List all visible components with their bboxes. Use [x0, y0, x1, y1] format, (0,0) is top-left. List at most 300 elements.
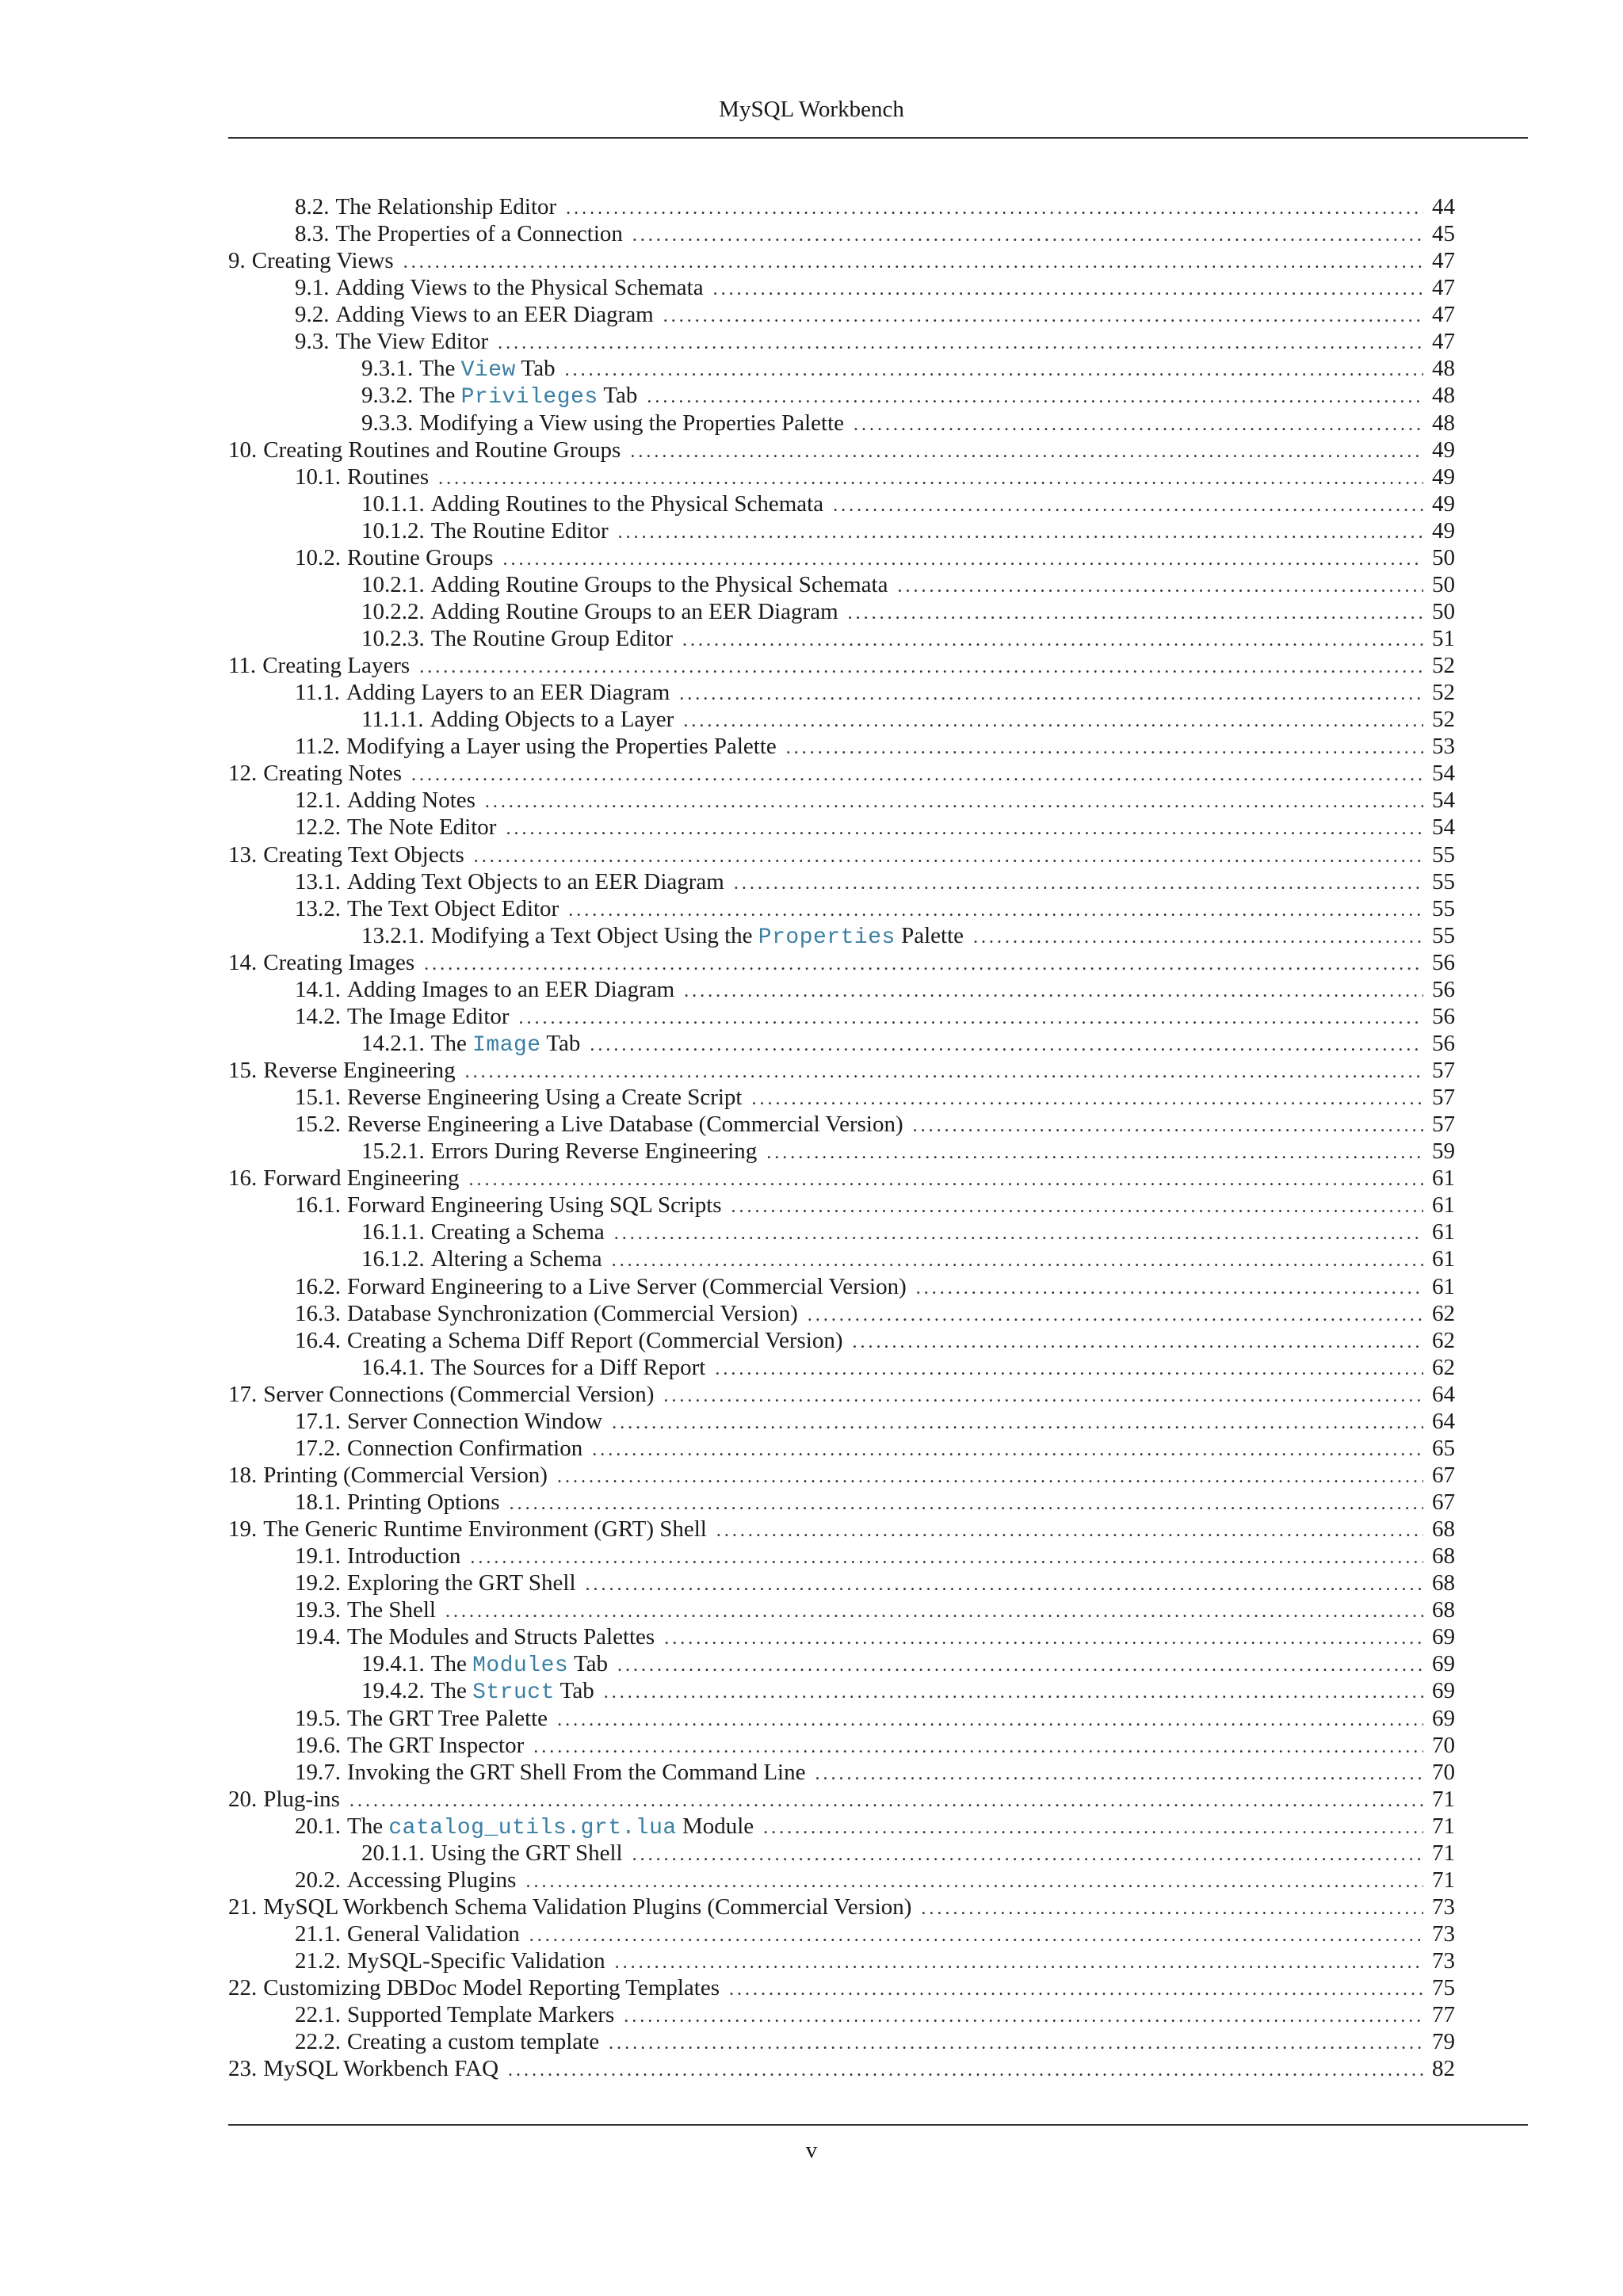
toc-entry[interactable]: [228, 571, 1455, 598]
section-title-text: Creating Views: [251, 248, 394, 274]
toc-entry[interactable]: [228, 355, 1455, 382]
toc-entry-label: [295, 2028, 599, 2055]
section-number: 8.2.: [295, 194, 330, 219]
toc-page-number: 68: [1432, 1597, 1455, 1623]
toc-entry-label: [228, 247, 394, 274]
toc-entry[interactable]: [228, 949, 1455, 976]
toc-entry[interactable]: [228, 1003, 1455, 1030]
toc-entry[interactable]: [228, 1408, 1455, 1435]
section-title-text: MySQL Workbench Schema Validation Plugins (Commercial Version): [263, 1894, 912, 1920]
dot-leader: [815, 1760, 1424, 1787]
table-of-contents: [228, 193, 1455, 2082]
section-number: 9.1.: [295, 275, 330, 301]
toc-page-number: 50: [1432, 544, 1455, 570]
toc-entry-label: [228, 1894, 911, 1920]
section-number: 19.: [228, 1516, 258, 1543]
toc-page-number: 62: [1432, 1300, 1455, 1326]
section-title-text: The Text Object Editor: [347, 895, 559, 921]
toc-entry[interactable]: [228, 544, 1455, 571]
toc-entry[interactable]: [228, 301, 1455, 328]
footer-rule: [228, 2124, 1528, 2126]
toc-entry[interactable]: [228, 382, 1455, 409]
toc-page-number: 55: [1432, 895, 1455, 921]
section-title-text: Forward Engineering Using SQL Scripts: [347, 1192, 722, 1219]
toc-entry[interactable]: [228, 1732, 1455, 1759]
toc-entry[interactable]: [228, 410, 1455, 437]
toc-entry[interactable]: [228, 652, 1455, 679]
section-number: 16.4.: [295, 1327, 341, 1353]
toc-entry[interactable]: [228, 1569, 1455, 1596]
section-title-text: Customizing DBDoc Model Reporting Templates: [263, 1975, 720, 2001]
toc-page-number: 49: [1432, 437, 1455, 463]
section-number: 16.4.1.: [361, 1354, 425, 1380]
toc-entry-label: [361, 355, 556, 384]
dot-leader: [508, 2057, 1423, 2084]
toc-entry-label: [295, 868, 724, 895]
toc-entry-label: [295, 1300, 798, 1327]
section-title-text: The Shell: [347, 1597, 436, 1623]
toc-page-number: 67: [1432, 1489, 1455, 1515]
dot-leader: [921, 1895, 1423, 1922]
toc-entry[interactable]: [228, 679, 1455, 706]
dot-leader: [734, 870, 1423, 897]
dot-leader: [590, 1032, 1423, 1058]
dot-leader: [557, 1463, 1423, 1490]
section-title-text: Routines: [347, 463, 430, 490]
toc-entry[interactable]: [228, 2028, 1455, 2055]
toc-page-number: 50: [1432, 571, 1455, 597]
section-number: 16.1.2.: [361, 1246, 425, 1272]
code-term: Properties: [758, 925, 896, 950]
dot-leader: [465, 1058, 1423, 1085]
section-title-text: Forward Engineering to a Live Server (Commercial Version): [347, 1273, 907, 1299]
section-number: 23.: [228, 2056, 258, 2082]
dot-leader: [663, 303, 1423, 330]
section-title-text: Using the GRT Shell: [430, 1840, 623, 1866]
dot-leader: [614, 1220, 1423, 1247]
section-title-text: Exploring the GRT Shell: [347, 1570, 576, 1596]
dot-leader: [615, 1949, 1423, 1976]
dot-leader: [766, 1139, 1423, 1166]
section-number: 16.: [228, 1165, 258, 1192]
toc-entry[interactable]: [228, 274, 1455, 301]
section-title-text: Introduction: [347, 1543, 461, 1569]
toc-entry[interactable]: [228, 1245, 1455, 1272]
section-number: 20.1.: [295, 1813, 341, 1839]
section-number: 11.: [228, 653, 257, 679]
section-title-text: MySQL-Specific Validation: [347, 1948, 605, 1974]
section-title-text: Modifying a Layer using the Properties Palette: [346, 734, 777, 760]
dot-leader: [663, 1383, 1423, 1409]
toc-page-number: 71: [1432, 1786, 1455, 1812]
toc-entry[interactable]: [228, 625, 1455, 652]
toc-entry[interactable]: [228, 193, 1455, 220]
section-number: 20.: [228, 1786, 258, 1812]
dot-leader: [612, 1409, 1423, 1436]
section-title-text: Adding Notes: [347, 788, 475, 814]
dot-leader: [498, 330, 1423, 357]
dot-leader: [729, 1976, 1423, 2003]
toc-page-number: 56: [1432, 1003, 1455, 1029]
toc-entry[interactable]: [228, 1111, 1455, 1138]
section-title-text: Invoking the GRT Shell From the Command Line: [347, 1759, 806, 1785]
toc-entry-label: [228, 949, 414, 976]
section-title-text: The: [419, 383, 461, 409]
toc-page-number: 61: [1432, 1165, 1455, 1192]
dot-leader: [566, 195, 1423, 222]
section-title-text: Tab: [554, 1678, 594, 1704]
toc-entry[interactable]: [228, 1516, 1455, 1543]
section-title-text: Adding Routines to the Physical Schemata: [430, 490, 824, 517]
dot-leader: [349, 1787, 1423, 1814]
dot-leader: [510, 1490, 1423, 1517]
toc-entry[interactable]: [228, 1623, 1455, 1650]
toc-entry[interactable]: [228, 247, 1455, 274]
toc-entry-label: [295, 1947, 605, 1974]
toc-entry-label: [295, 1192, 722, 1219]
section-title-text: Tab: [515, 356, 556, 382]
section-number: 14.1.: [295, 976, 341, 1002]
toc-page-number: 45: [1432, 221, 1455, 247]
dot-leader: [506, 815, 1423, 842]
section-title-text: Creating Images: [263, 949, 415, 975]
toc-entry[interactable]: [228, 1300, 1455, 1327]
section-number: 19.3.: [295, 1597, 341, 1623]
code-term: Image: [472, 1032, 541, 1058]
dot-leader: [786, 734, 1423, 761]
section-title-text: Adding Routine Groups to an EER Diagram: [430, 598, 838, 624]
dot-leader: [647, 383, 1423, 410]
section-number: 10.2.: [295, 544, 341, 570]
toc-entry[interactable]: [228, 922, 1455, 949]
section-title-text: Errors During Reverse Engineering: [430, 1138, 758, 1165]
toc-page-number: 48: [1432, 410, 1455, 436]
toc-entry[interactable]: [228, 220, 1455, 247]
dot-leader: [913, 1112, 1423, 1139]
toc-entry-label: [228, 1057, 456, 1084]
toc-entry[interactable]: [228, 1273, 1455, 1300]
toc-page-number: 73: [1432, 1948, 1455, 1974]
toc-entry[interactable]: [228, 895, 1455, 922]
section-title-text: Creating a Schema: [430, 1219, 605, 1245]
toc-entry-label: [361, 1219, 605, 1245]
toc-page-number: 62: [1432, 1327, 1455, 1353]
section-title-text: Database Synchronization (Commercial Version): [347, 1300, 798, 1326]
dot-leader: [897, 573, 1423, 600]
code-term: View: [460, 358, 516, 383]
toc-entry[interactable]: [228, 1947, 1455, 1974]
dot-leader: [424, 951, 1423, 978]
toc-entry-label: [295, 679, 670, 706]
toc-entry[interactable]: [228, 787, 1455, 814]
section-title-text: Palette: [895, 922, 964, 948]
section-title-text: Reverse Engineering Using a Create Script: [347, 1085, 743, 1111]
section-number: 10.1.1.: [361, 490, 425, 517]
toc-entry-label: [361, 1138, 757, 1165]
section-title-text: Creating Routines and Routine Groups: [263, 437, 621, 463]
section-title-text: Adding Routine Groups to the Physical Schemata: [430, 571, 888, 597]
toc-page-number: 67: [1432, 1462, 1455, 1488]
section-number: 15.2.1.: [361, 1138, 425, 1165]
dot-leader: [519, 1005, 1423, 1032]
toc-entry[interactable]: [228, 1596, 1455, 1623]
section-title-text: The Image Editor: [347, 1003, 510, 1029]
section-title-text: Adding Images to an EER Diagram: [347, 976, 675, 1002]
section-title-text: The Sources for a Diff Report: [430, 1354, 706, 1380]
toc-page-number: 70: [1432, 1759, 1455, 1785]
toc-entry[interactable]: [228, 733, 1455, 760]
section-number: 10.2.2.: [361, 598, 425, 624]
toc-page-number: 54: [1432, 788, 1455, 814]
section-title-text: MySQL Workbench FAQ: [263, 2056, 499, 2082]
section-title-text: The Properties of a Connection: [335, 221, 623, 247]
toc-page-number: 70: [1432, 1732, 1455, 1758]
toc-entry-label: [295, 220, 623, 247]
toc-entry[interactable]: [228, 598, 1455, 625]
toc-entry-label: [295, 1596, 436, 1623]
section-number: 17.2.: [295, 1435, 341, 1461]
toc-entry-label: [295, 976, 674, 1003]
section-title-text: The Routine Group Editor: [430, 626, 674, 651]
section-number: 11.1.: [295, 680, 340, 706]
section-number: 21.2.: [295, 1948, 341, 1974]
dot-leader: [502, 546, 1423, 573]
toc-entry[interactable]: [228, 706, 1455, 733]
toc-entry[interactable]: [228, 1920, 1455, 1947]
toc-page-number: 73: [1432, 1894, 1455, 1920]
dot-leader: [833, 492, 1423, 519]
toc-page-number: 55: [1432, 841, 1455, 868]
dot-leader: [916, 1275, 1423, 1302]
section-title-text: Adding Views to an EER Diagram: [335, 302, 654, 328]
toc-page-number: 68: [1432, 1543, 1455, 1569]
dot-leader: [632, 222, 1423, 249]
toc-entry-label: [295, 1273, 907, 1300]
toc-entry[interactable]: [228, 1840, 1455, 1867]
toc-entry-label: [361, 517, 609, 544]
section-number: 19.4.1.: [361, 1651, 425, 1677]
section-title-text: Adding Text Objects to an EER Diagram: [347, 868, 724, 894]
toc-page-number: 71: [1432, 1840, 1455, 1866]
toc-entry[interactable]: [228, 1489, 1455, 1516]
running-header: MySQL Workbench: [719, 97, 904, 122]
section-number: 14.2.1.: [361, 1030, 425, 1056]
dot-leader: [664, 1625, 1423, 1652]
dot-leader: [411, 761, 1423, 788]
toc-entry-label: [228, 1974, 720, 2001]
toc-entry-label: [361, 1354, 705, 1381]
toc-page-number: 54: [1432, 761, 1455, 787]
toc-page-number: 64: [1432, 1408, 1455, 1434]
dot-leader: [445, 1598, 1423, 1625]
toc-entry[interactable]: [228, 1677, 1455, 1704]
toc-entry[interactable]: [228, 2001, 1455, 2028]
dot-leader: [592, 1436, 1423, 1463]
dot-leader: [485, 788, 1423, 815]
section-number: 22.1.: [295, 2002, 341, 2028]
dot-leader: [731, 1193, 1423, 1220]
section-title-text: Modifying a Text Object Using the: [430, 922, 758, 948]
section-number: 15.2.: [295, 1112, 341, 1138]
toc-entry[interactable]: [228, 1138, 1455, 1165]
toc-page-number: 53: [1432, 734, 1455, 760]
toc-entry[interactable]: [228, 1192, 1455, 1219]
dot-leader: [713, 276, 1423, 303]
toc-entry[interactable]: [228, 1813, 1455, 1840]
toc-entry[interactable]: [228, 976, 1455, 1003]
header-rule: [228, 137, 1528, 139]
section-title-text: Forward Engineering: [263, 1165, 460, 1192]
toc-page-number: 64: [1432, 1381, 1455, 1407]
toc-entry-label: [361, 1030, 580, 1059]
toc-entry-label: [295, 328, 488, 355]
section-title-text: Tab: [540, 1030, 581, 1056]
toc-entry-label: [361, 382, 637, 411]
section-number: 19.5.: [295, 1705, 341, 1731]
toc-page-number: 55: [1432, 868, 1455, 894]
toc-entry[interactable]: [228, 1650, 1455, 1677]
toc-entry[interactable]: [228, 1462, 1455, 1489]
toc-entry[interactable]: [228, 1354, 1455, 1381]
toc-entry-label: [361, 1245, 602, 1272]
section-number: 19.7.: [295, 1759, 341, 1785]
toc-entry[interactable]: [228, 1165, 1455, 1192]
toc-entry-label: [228, 1381, 654, 1408]
toc-entry[interactable]: [228, 1219, 1455, 1245]
toc-entry-label: [295, 1435, 582, 1462]
section-title-text: Creating Notes: [263, 761, 403, 787]
dot-leader: [609, 2030, 1423, 2057]
toc-page-number: 48: [1432, 356, 1455, 382]
section-number: 9.3.1.: [361, 356, 414, 382]
dot-leader: [715, 1356, 1423, 1383]
toc-entry[interactable]: [228, 328, 1455, 355]
toc-entry[interactable]: [228, 1974, 1455, 2001]
toc-entry-label: [295, 733, 777, 760]
section-title-text: The: [430, 1651, 473, 1677]
dot-leader: [533, 1733, 1423, 1760]
dot-leader: [630, 438, 1423, 465]
toc-entry[interactable]: [228, 1327, 1455, 1354]
section-number: 16.1.1.: [361, 1219, 425, 1245]
toc-entry-label: [295, 1084, 742, 1111]
section-number: 9.3.2.: [361, 383, 414, 409]
dot-leader: [854, 411, 1423, 438]
section-title-text: The View Editor: [335, 329, 489, 355]
section-number: 19.6.: [295, 1732, 341, 1758]
toc-entry[interactable]: [228, 868, 1455, 895]
toc-entry-label: [361, 1677, 594, 1707]
toc-entry-label: [295, 1569, 576, 1596]
dot-leader: [618, 519, 1423, 546]
section-number: 19.1.: [295, 1543, 341, 1569]
dot-leader: [557, 1707, 1423, 1733]
toc-entry[interactable]: [228, 1786, 1455, 1813]
toc-entry[interactable]: [228, 2055, 1455, 2082]
section-title-text: Creating Text Objects: [263, 841, 464, 868]
section-title-text: The Modules and Structs Palettes: [347, 1624, 655, 1650]
toc-entry-label: [295, 1489, 500, 1516]
toc-page-number: 82: [1432, 2056, 1455, 2082]
section-number: 10.2.1.: [361, 571, 425, 597]
section-number: 13.2.1.: [361, 922, 425, 948]
toc-page-number: 59: [1432, 1138, 1455, 1165]
toc-entry[interactable]: [228, 841, 1455, 868]
toc-page-number: 69: [1432, 1651, 1455, 1677]
toc-entry[interactable]: [228, 1867, 1455, 1894]
toc-page-number: 65: [1432, 1435, 1455, 1461]
toc-entry[interactable]: [228, 1543, 1455, 1569]
dot-leader: [470, 1544, 1423, 1571]
toc-entry-label: [295, 1003, 510, 1030]
section-title-text: The Note Editor: [347, 814, 497, 841]
toc-entry-label: [228, 1165, 460, 1192]
toc-entry[interactable]: [228, 1705, 1455, 1732]
toc-page-number: 73: [1432, 1921, 1455, 1947]
section-number: 16.3.: [295, 1300, 341, 1326]
section-title-text: Printing Options: [347, 1489, 500, 1515]
dot-leader: [682, 627, 1423, 654]
section-number: 19.2.: [295, 1570, 341, 1596]
toc-entry[interactable]: [228, 1435, 1455, 1462]
toc-entry-label: [361, 598, 838, 625]
toc-page-number: 49: [1432, 517, 1455, 543]
section-number: 12.2.: [295, 814, 341, 841]
toc-page-number: 68: [1432, 1570, 1455, 1596]
toc-entry[interactable]: [228, 814, 1455, 841]
toc-entry[interactable]: [228, 1057, 1455, 1084]
toc-entry-label: [295, 1867, 516, 1894]
toc-page-number: 47: [1432, 248, 1455, 274]
section-title-text: The: [430, 1678, 473, 1704]
toc-entry[interactable]: [228, 1894, 1455, 1920]
dot-leader: [438, 465, 1423, 492]
toc-page-number: 68: [1432, 1516, 1455, 1543]
toc-entry-label: [228, 1516, 707, 1543]
toc-entry-label: [295, 1623, 655, 1650]
toc-entry-label: [295, 1920, 520, 1947]
section-number: 13.: [228, 841, 258, 868]
section-number: 11.1.1.: [361, 707, 424, 733]
toc-entry[interactable]: [228, 437, 1455, 463]
toc-entry[interactable]: [228, 1381, 1455, 1408]
page-number: v: [805, 2138, 818, 2163]
toc-entry-label: [295, 1543, 460, 1569]
toc-entry[interactable]: [228, 517, 1455, 544]
toc-entry-label: [295, 463, 429, 490]
section-title-text: Adding Views to the Physical Schemata: [335, 275, 704, 301]
section-number: 9.3.: [295, 329, 330, 355]
toc-page-number: 69: [1432, 1678, 1455, 1704]
dot-leader: [565, 357, 1423, 383]
toc-page-number: 49: [1432, 490, 1455, 517]
toc-entry[interactable]: [228, 760, 1455, 787]
toc-page-number: 47: [1432, 329, 1455, 355]
section-number: 14.: [228, 949, 258, 975]
section-number: 10.1.2.: [361, 517, 425, 543]
toc-entry[interactable]: [228, 1759, 1455, 1786]
toc-page-number: 69: [1432, 1705, 1455, 1731]
toc-entry-label: [228, 1462, 548, 1489]
toc-page-number: 69: [1432, 1624, 1455, 1650]
toc-entry[interactable]: [228, 1084, 1455, 1111]
toc-entry[interactable]: [228, 490, 1455, 517]
toc-entry[interactable]: [228, 463, 1455, 490]
toc-page-number: 57: [1432, 1058, 1455, 1083]
toc-entry[interactable]: [228, 1030, 1455, 1057]
toc-entry-label: [295, 1813, 754, 1842]
section-title-text: The GRT Inspector: [347, 1732, 525, 1758]
